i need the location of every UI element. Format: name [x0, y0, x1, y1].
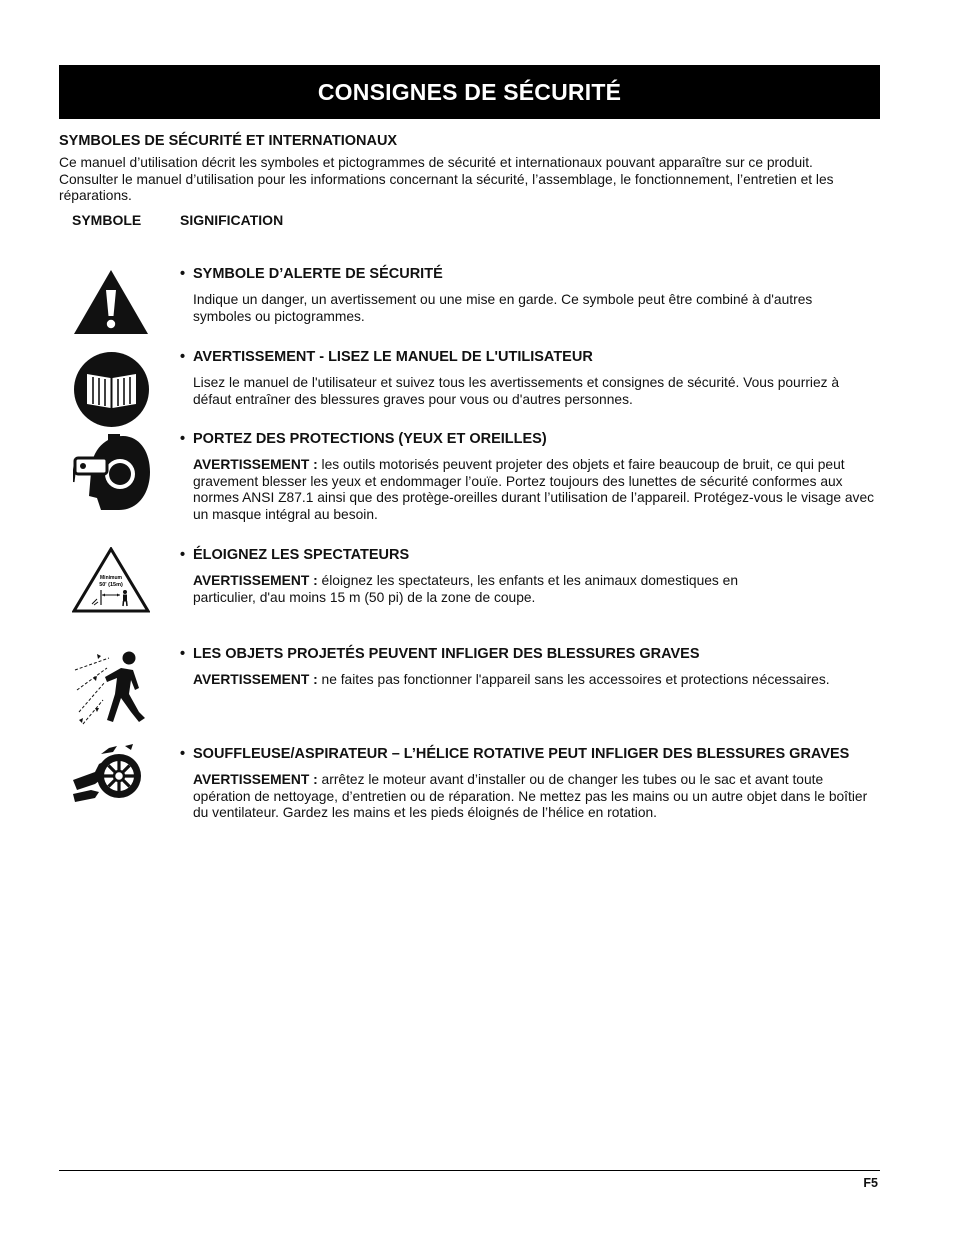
symbol-title: SOUFFLEUSE/ASPIRATEUR – L’HÉLICE ROTATIVE PEUT INFLIGER DES BLESSURES GRAVES — [193, 746, 850, 762]
symbol-entry-protection — [180, 431, 880, 523]
symbol-description: Indique un danger, un avertissement ou une mise en garde. Ce symbole peut être combiné à d'autres symboles ou pictogrammes. — [193, 292, 813, 324]
symbol-title: LES OBJETS PROJETÉS PEUVENT INFLIGER DES BLESSURES GRAVES — [193, 646, 700, 662]
safety-alert-icon — [72, 268, 150, 336]
intro-paragraph: Ce manuel d’utilisation décrit les symboles et pictogrammes de sécurité et internationaux pouvant apparaître sur ce produit. Consulter le manuel d’utilisation pour les informations concernant la sécurité, l’assemblage, le fonctionnement, l’entretien et les réparations. — [59, 155, 834, 203]
symbol-description — [193, 672, 833, 689]
read-manual-icon — [73, 351, 150, 428]
symbol-description — [193, 573, 783, 606]
symbol-entry-read-manual — [180, 349, 880, 408]
symbol-entry-thrown-objects — [180, 646, 880, 689]
bullet: • — [180, 349, 186, 365]
page-number: F5 — [863, 1176, 878, 1190]
page-title-banner — [59, 65, 880, 119]
symbol-title: SYMBOLE D’ALERTE DE SÉCURITÉ — [193, 266, 443, 282]
symbol-title: ÉLOIGNEZ LES SPECTATEURS — [193, 547, 410, 563]
eye-ear-protection-icon — [73, 434, 151, 512]
warning-label: AVERTISSEMENT : — [193, 457, 318, 472]
rotating-impeller-icon — [73, 744, 151, 808]
symbol-description — [193, 457, 883, 523]
warning-text: ne faites pas fonctionner l'appareil sans les accessoires et protections nécessaires. — [321, 672, 830, 687]
symbol-entry-safety-alert — [180, 266, 880, 325]
bullet: • — [180, 431, 186, 447]
warning-text: les outils motorisés peuvent projeter des objets et faire beaucoup de bruit, ce qui peut gravement blesser les yeux et endommager l’ouïe. Portez toujours des lunettes de sécurité conformes aux normes ANSI Z87.1 ainsi que des protège-oreilles durant l’utilisation de l’appareil. Protégez-vous le visage avec un masque intégral au besoin. — [193, 457, 875, 522]
column-header-symbol: SYMBOLE — [72, 212, 142, 228]
keep-bystanders-away-icon — [72, 547, 150, 613]
thrown-objects-icon — [73, 646, 151, 726]
bullet: • — [180, 266, 186, 282]
page-title: CONSIGNES DE SÉCURITÉ — [317, 78, 622, 105]
warning-label: AVERTISSEMENT : — [193, 573, 318, 588]
symbol-description: Lisez le manuel de l'utilisateur et suivez tous les avertissements et consignes de sécurité. Vous pourriez à défaut entraîner des blessures graves pour vous ou d'autres personnes. — [193, 375, 840, 407]
symbol-title: AVERTISSEMENT - LISEZ LE MANUEL DE L'UTILISATEUR — [193, 349, 593, 365]
warning-label: AVERTISSEMENT : — [193, 772, 318, 787]
icon-text-distance: 50' (15m) — [99, 582, 123, 588]
bullet: • — [180, 646, 186, 662]
symbol-entry-impeller — [180, 746, 880, 822]
bullet: • — [180, 547, 186, 563]
bullet: • — [180, 746, 186, 762]
warning-text: arrêtez le moteur avant d’installer ou de changer les tubes ou le sac et avant toute opération de nettoyage, d’entretien ou de réparation. Ne mettez pas les mains ou un autre objet dans le boîtier du ventilateur. Gardez les mains et les pieds éloignés de l’hélice en rotation. — [193, 772, 868, 820]
warning-text: éloignez les spectateurs, les enfants et les animaux domestiques en particulier, d'au moins 15 m (50 pi) de la zone de coupe. — [193, 573, 738, 605]
footer-divider — [59, 1170, 880, 1171]
column-header-meaning: SIGNIFICATION — [180, 212, 284, 228]
warning-label: AVERTISSEMENT : — [193, 672, 318, 687]
symbol-entry-bystanders — [180, 547, 880, 606]
icon-text-minimum: Minimum — [100, 575, 122, 581]
section-title: SYMBOLES DE SÉCURITÉ ET INTERNATIONAUX — [59, 133, 398, 149]
symbol-title: PORTEZ DES PROTECTIONS (YEUX ET OREILLES) — [193, 431, 547, 447]
symbol-description — [193, 772, 883, 822]
